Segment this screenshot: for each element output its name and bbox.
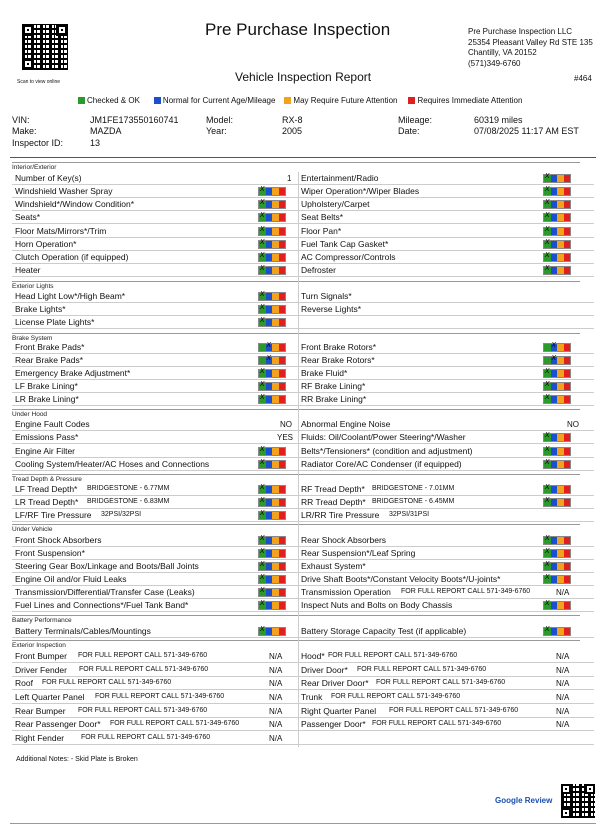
nutsbolts-status[interactable] [543, 601, 571, 610]
item-batterytest: Battery Storage Capacity Test (if applicable) [301, 626, 467, 636]
rftread-value: BRIDGESTONE - 7.01MM [372, 485, 455, 492]
legend-future: May Require Future Attention [293, 96, 398, 105]
item-entertainment: Entertainment/Radio [301, 173, 379, 183]
item-reardriverdoor: Rear Driver Door* [301, 678, 369, 688]
roof-note: FOR FULL REPORT CALL 571-349-6760 [42, 679, 172, 686]
item-seatbelts: Seat Belts* [301, 212, 344, 222]
hood-na: N/A [556, 652, 570, 661]
scan-label: Scan to view online [17, 79, 61, 85]
item-abnormalnoise: Abnormal Engine Noise [301, 419, 391, 429]
vehicle-info [12, 115, 592, 151]
rearshock-status-immediate[interactable] [564, 537, 571, 544]
brakelights-status-immediate[interactable] [279, 306, 286, 313]
date-label: Date: [398, 126, 420, 136]
headlight-status[interactable] [258, 292, 286, 301]
section-under_hood: Under Hood [12, 409, 580, 418]
inspector-value: 13 [90, 138, 101, 148]
cooling-status[interactable] [258, 460, 286, 469]
item-floorpan: Floor Pan* [301, 226, 342, 236]
item-defroster: Defroster [301, 265, 336, 275]
ebrake-status-immediate[interactable] [279, 370, 286, 377]
item-driverdoor: Driver Door* [301, 665, 348, 675]
item-reverselights: Reverse Lights* [301, 304, 362, 314]
year-label: Year: [206, 126, 227, 136]
radiator-status[interactable] [543, 460, 571, 469]
rearpassdoor-na: N/A [269, 720, 283, 729]
lrlining-status-immediate[interactable] [279, 396, 286, 403]
item-brakelights: Brake Lights* [15, 304, 66, 314]
leftquarter-na: N/A [269, 693, 283, 702]
item-rearpads: Rear Brake Pads* [15, 355, 84, 365]
clutch-status-immediate[interactable] [279, 254, 286, 261]
lfpressure-status[interactable] [258, 511, 286, 520]
item-ebrake: Emergency Brake Adjustment* [15, 368, 131, 378]
rearrotors-status-immediate[interactable] [564, 357, 571, 364]
item-lfpressure: LF/RF Tire Pressure [15, 510, 92, 520]
item-rrlining: RR Brake Lining* [301, 394, 367, 404]
entertainment-status[interactable] [543, 174, 571, 183]
lftread-value: BRIDGESTONE - 6.77MM [87, 485, 170, 492]
lrlining-status[interactable] [258, 395, 286, 404]
item-ac: AC Compressor/Controls [301, 252, 396, 262]
fuelcap-status[interactable] [543, 240, 571, 249]
belts-status[interactable] [543, 447, 571, 456]
ebrake-status[interactable] [258, 369, 286, 378]
section-under_vehicle: Under Vehicle [12, 524, 580, 533]
item-airfilter: Engine Air Filter [15, 446, 75, 456]
item-rftread: RF Tread Depth* [301, 484, 365, 494]
frontbumper-na: N/A [269, 652, 283, 661]
company-phone: (571)349-6760 [468, 58, 521, 68]
rrlining-status[interactable] [543, 395, 571, 404]
date-value: 07/08/2025 11:17 AM EST [474, 126, 579, 136]
reardriverdoor-na: N/A [556, 679, 570, 688]
item-oilleaks: Engine Oil and/or Fluid Leaks [15, 574, 127, 584]
additional-notes: Additional Notes: - Skid Plate is Broken [16, 756, 138, 763]
item-licenselights: License Plate Lights* [15, 317, 95, 327]
frontshock-status-immediate[interactable] [279, 537, 286, 544]
item-rightquarter: Right Quarter Panel [301, 706, 377, 716]
item-frontpads: Front Brake Pads* [15, 342, 85, 352]
item-rearbumper: Rear Bumper [15, 706, 66, 716]
oilleaks-status[interactable] [258, 575, 286, 584]
emissions-value: YES [277, 433, 294, 442]
mileage-label: Mileage: [398, 115, 433, 125]
belts-status-immediate[interactable] [564, 448, 571, 455]
rearpads-status-immediate[interactable] [279, 357, 286, 364]
item-rightfender: Right Fender [15, 733, 65, 743]
item-lrtread: LR Tread Depth* [15, 497, 79, 507]
company-name: Pre Purchase Inspection LLC [468, 27, 573, 36]
item-keys: Number of Key(s) [15, 173, 82, 183]
item-horn: Horn Operation* [15, 239, 77, 249]
battery-status[interactable] [258, 627, 286, 636]
inspector-label: Inspector ID: [12, 138, 64, 148]
ac-status[interactable] [543, 253, 571, 262]
item-exhaust: Exhaust System* [301, 561, 366, 571]
airfilter-status-immediate[interactable] [279, 448, 286, 455]
rearrotors-status[interactable] [543, 356, 571, 365]
rearbumper-note: FOR FULL REPORT CALL 571-349-6760 [78, 707, 208, 714]
item-hood: Hood* [301, 651, 325, 661]
frontpads-status-immediate[interactable] [279, 344, 286, 351]
roof-na: N/A [269, 679, 283, 688]
cooling-status-immediate[interactable] [279, 461, 286, 468]
passdoor-note: FOR FULL REPORT CALL 571-349-6760 [372, 720, 502, 727]
licenselights-status-immediate[interactable] [279, 319, 286, 326]
model-value: RX-8 [282, 115, 303, 125]
item-radiator: Radiator Core/AC Condenser (if equipped) [301, 459, 462, 469]
google-review-link[interactable]: Google Review [495, 796, 553, 805]
ac-status-immediate[interactable] [564, 254, 571, 261]
company-info [468, 27, 593, 69]
fuellines-status[interactable] [258, 601, 286, 610]
item-wiper: Wiper Operation*/Wiper Blades [301, 186, 420, 196]
rrtread-value: BRIDGESTONE - 6.45MM [372, 498, 455, 505]
frontsusp-status[interactable] [258, 549, 286, 558]
frontsusp-status-immediate[interactable] [279, 550, 286, 557]
rrlining-status-immediate[interactable] [564, 396, 571, 403]
fuelcap-status-immediate[interactable] [564, 241, 571, 248]
item-turnsignals: Turn Signals* [301, 291, 352, 301]
entertainment-status-immediate[interactable] [564, 175, 571, 182]
passdoor-na: N/A [556, 720, 570, 729]
item-driverfender: Driver Fender [15, 665, 67, 675]
seats-status[interactable] [258, 213, 286, 222]
report-subtitle: Vehicle Inspection Report [235, 70, 372, 84]
frontrotors-status[interactable] [543, 343, 571, 352]
company-address1: 25354 Pleasant Valley Rd STE 135 [468, 37, 593, 47]
item-frontshock: Front Shock Absorbers [15, 535, 102, 545]
item-fuelcap: Fuel Tank Cap Gasket* [301, 239, 389, 249]
lflining-status[interactable] [258, 382, 286, 391]
windshield-status[interactable] [258, 200, 286, 209]
rftread-status[interactable] [543, 485, 571, 494]
lfpressure-status-immediate[interactable] [279, 512, 286, 519]
google-review-qr[interactable] [561, 784, 595, 818]
hood-note: FOR FULL REPORT CALL 571-349-6760 [328, 652, 458, 659]
abnormal-noise-value: NO [567, 420, 579, 429]
item-lrpressure: LR/RR Tire Pressure [301, 510, 380, 520]
make-label: Make: [12, 126, 37, 136]
transmission-status-immediate[interactable] [279, 589, 286, 596]
fluids-status-immediate[interactable] [564, 434, 571, 441]
legend [78, 96, 522, 105]
wiper-status[interactable] [543, 187, 571, 196]
rearbumper-na: N/A [269, 707, 283, 716]
seats-status-immediate[interactable] [279, 214, 286, 221]
item-belts: Belts*/Tensioners* (condition and adjustment) [301, 446, 473, 456]
item-roof: Roof [15, 678, 33, 688]
fluids-status[interactable] [543, 433, 571, 442]
company-address2: Chantilly, VA 20152 [468, 48, 537, 57]
floormats-status-immediate[interactable] [279, 228, 286, 235]
vin-value: JM1FE173550160741 [90, 115, 179, 125]
exhaust-status-immediate[interactable] [564, 563, 571, 570]
washer-status[interactable] [258, 187, 286, 196]
lr-pressure-value: 32PSI/31PSI [389, 511, 430, 518]
rrtread-status[interactable] [543, 498, 571, 507]
rftread-status-immediate[interactable] [564, 486, 571, 493]
driverfender-na: N/A [269, 666, 283, 675]
heater-status[interactable] [258, 266, 286, 275]
make-value: MAZDA [90, 126, 122, 136]
trans-op-note: FOR FULL REPORT CALL 571-349-6760 [401, 588, 531, 595]
rearsusp-status[interactable] [543, 549, 571, 558]
item-frontbumper: Front Bumper [15, 651, 67, 661]
item-upholstery: Upholstery/Carpet [301, 199, 370, 209]
section-brake: Brake System [12, 333, 580, 342]
rearpassdoor-note: FOR FULL REPORT CALL 571-349-6760 [110, 720, 240, 727]
rflining-status[interactable] [543, 382, 571, 391]
brakefluid-status-immediate[interactable] [564, 370, 571, 377]
trunk-na: N/A [556, 693, 570, 702]
licenselights-status[interactable] [258, 318, 286, 327]
item-fuellines: Fuel Lines and Connections*/Fuel Tank Band* [15, 600, 189, 610]
item-lflining: LF Brake Lining* [15, 381, 78, 391]
item-rearshock: Rear Shock Absorbers [301, 535, 387, 545]
item-nutsbolts: Inspect Nuts and Bolts on Body Chassis [301, 600, 453, 610]
washer-status-immediate[interactable] [279, 188, 286, 195]
upholstery-status[interactable] [543, 200, 571, 209]
report-number: #464 [574, 74, 592, 83]
headlight-status-immediate[interactable] [279, 293, 286, 300]
fault-codes-value: NO [280, 420, 292, 429]
frontrotors-status-immediate[interactable] [564, 344, 571, 351]
batterytest-status[interactable] [543, 627, 571, 636]
item-brakefluid: Brake Fluid* [301, 368, 348, 378]
mileage-value: 60319 miles [474, 115, 523, 125]
reardriverdoor-note: FOR FULL REPORT CALL 571-349-6760 [376, 679, 506, 686]
lf-pressure-value: 32PSI/32PSI [101, 511, 142, 518]
section-tread: Tread Depth & Pressure [12, 474, 580, 483]
clutch-status[interactable] [258, 253, 286, 262]
driveshaft-status-immediate[interactable] [564, 576, 571, 583]
brakefluid-status[interactable] [543, 369, 571, 378]
section-battery: Battery Performance [12, 615, 580, 624]
airfilter-status[interactable] [258, 447, 286, 456]
radiator-status-immediate[interactable] [564, 461, 571, 468]
legend-normal: Normal for Current Age/Mileage [162, 96, 276, 105]
nutsbolts-status-immediate[interactable] [564, 602, 571, 609]
rightfender-note: FOR FULL REPORT CALL 571-349-6760 [81, 734, 211, 741]
section-exterior_inspection: Exterior Inspection [12, 640, 580, 649]
windshield-status-immediate[interactable] [279, 201, 286, 208]
item-rearrotors: Rear Brake Rotors* [301, 355, 375, 365]
item-rflining: RF Brake Lining* [301, 381, 366, 391]
rearpads-status[interactable] [258, 356, 286, 365]
year-value: 2005 [282, 126, 303, 136]
item-frontrotors: Front Brake Rotors* [301, 342, 377, 352]
legend-ok: Checked & OK [87, 96, 140, 105]
item-rearpassdoor: Rear Passenger Door* [15, 719, 101, 729]
vin-label: VIN: [12, 115, 30, 125]
battery-status-immediate[interactable] [279, 628, 286, 635]
item-fluids: Fluids: Oil/Coolant/Power Steering*/Washer [301, 432, 466, 442]
item-cooling: Cooling System/Heater/AC Hoses and Connections [15, 459, 210, 469]
page-title: Pre Purchase Inspection [205, 20, 391, 39]
keys-count: 1 [287, 174, 292, 183]
rearshock-status[interactable] [543, 536, 571, 545]
item-windshield: Windshield*/Window Condition* [15, 199, 135, 209]
oilleaks-status-immediate[interactable] [279, 576, 286, 583]
item-heater: Heater [15, 265, 41, 275]
rearsusp-status-immediate[interactable] [564, 550, 571, 557]
horn-status[interactable] [258, 240, 286, 249]
driveshaft-status[interactable] [543, 575, 571, 584]
item-headlight: Head Light Low*/High Beam* [15, 291, 126, 301]
item-rrtread: RR Tread Depth* [301, 497, 366, 507]
steering-status[interactable] [258, 562, 286, 571]
defroster-status[interactable] [543, 266, 571, 275]
seatbelts-status[interactable] [543, 213, 571, 222]
item-driveshaft: Drive Shaft Boots*/Constant Velocity Boots*/U-joints* [301, 574, 501, 584]
trunk-note: FOR FULL REPORT CALL 571-349-6760 [331, 693, 461, 700]
item-transmission: Transmission/Differential/Transfer Case (Leaks) [15, 587, 195, 597]
item-leftquarter: Left Quarter Panel [15, 692, 85, 702]
frontpads-status[interactable] [258, 343, 286, 352]
driverdoor-na: N/A [556, 666, 570, 675]
driverfender-note: FOR FULL REPORT CALL 571-349-6760 [79, 666, 209, 673]
item-trunk: Trunk [301, 692, 323, 702]
floormats-status[interactable] [258, 227, 286, 236]
driverdoor-note: FOR FULL REPORT CALL 571-349-6760 [357, 666, 487, 673]
lftread-status-immediate[interactable] [279, 486, 286, 493]
batterytest-status-immediate[interactable] [564, 628, 571, 635]
item-washer: Windshield Washer Spray [15, 186, 113, 196]
floorpan-status-immediate[interactable] [564, 228, 571, 235]
rightquarter-note: FOR FULL REPORT CALL 571-349-6760 [389, 707, 519, 714]
item-faultcodes: Engine Fault Codes [15, 419, 90, 429]
item-lrlining: LR Brake Lining* [15, 394, 79, 404]
lrtread-value: BRIDGESTONE - 6.83MM [87, 498, 170, 505]
leftquarter-note: FOR FULL REPORT CALL 571-349-6760 [95, 693, 225, 700]
frontshock-status[interactable] [258, 536, 286, 545]
lflining-status-immediate[interactable] [279, 383, 286, 390]
model-label: Model: [206, 115, 234, 125]
lrtread-status-immediate[interactable] [279, 499, 286, 506]
item-transop: Transmission Operation [301, 587, 391, 597]
legend-immediate: Requires Immediate Attention [417, 96, 523, 105]
rrtread-status-immediate[interactable] [564, 499, 571, 506]
horn-status-immediate[interactable] [279, 241, 286, 248]
item-frontsusp: Front Suspension* [15, 548, 85, 558]
item-emissions: Emissions Pass* [15, 432, 79, 442]
trans-op-value: N/A [556, 588, 570, 597]
floorpan-status[interactable] [543, 227, 571, 236]
item-battery: Battery Terminals/Cables/Mountings [15, 626, 151, 636]
fuellines-status-immediate[interactable] [279, 602, 286, 609]
rightquarter-na: N/A [556, 707, 570, 716]
wiper-status-immediate[interactable] [564, 188, 571, 195]
rightfender-na: N/A [269, 734, 283, 743]
section-exterior_lights: Exterior Lights [12, 281, 580, 290]
item-clutch: Clutch Operation (if equipped) [15, 252, 129, 262]
frontbumper-note: FOR FULL REPORT CALL 571-349-6760 [78, 652, 208, 659]
lftread-status[interactable] [258, 485, 286, 494]
defroster-status-immediate[interactable] [564, 267, 571, 274]
transmission-status[interactable] [258, 588, 286, 597]
section-interior: Interior/Exterior [12, 162, 580, 171]
item-floormats: Floor Mats/Mirrors*/Trim [15, 226, 107, 236]
brakelights-status[interactable] [258, 305, 286, 314]
exhaust-status[interactable] [543, 562, 571, 571]
upholstery-status-immediate[interactable] [564, 201, 571, 208]
lrtread-status[interactable] [258, 498, 286, 507]
steering-status-immediate[interactable] [279, 563, 286, 570]
item-rearsusp: Rear Suspension*/Leaf Spring [301, 548, 416, 558]
rflining-status-immediate[interactable] [564, 383, 571, 390]
item-passdoor: Passenger Door* [301, 719, 366, 729]
qr-code[interactable] [22, 24, 68, 70]
seatbelts-status-immediate[interactable] [564, 214, 571, 221]
heater-status-immediate[interactable] [279, 267, 286, 274]
item-lftread: LF Tread Depth* [15, 484, 78, 494]
item-seats: Seats* [15, 212, 41, 222]
item-steering: Steering Gear Box/Linkage and Boots/Ball Joints [15, 561, 199, 571]
